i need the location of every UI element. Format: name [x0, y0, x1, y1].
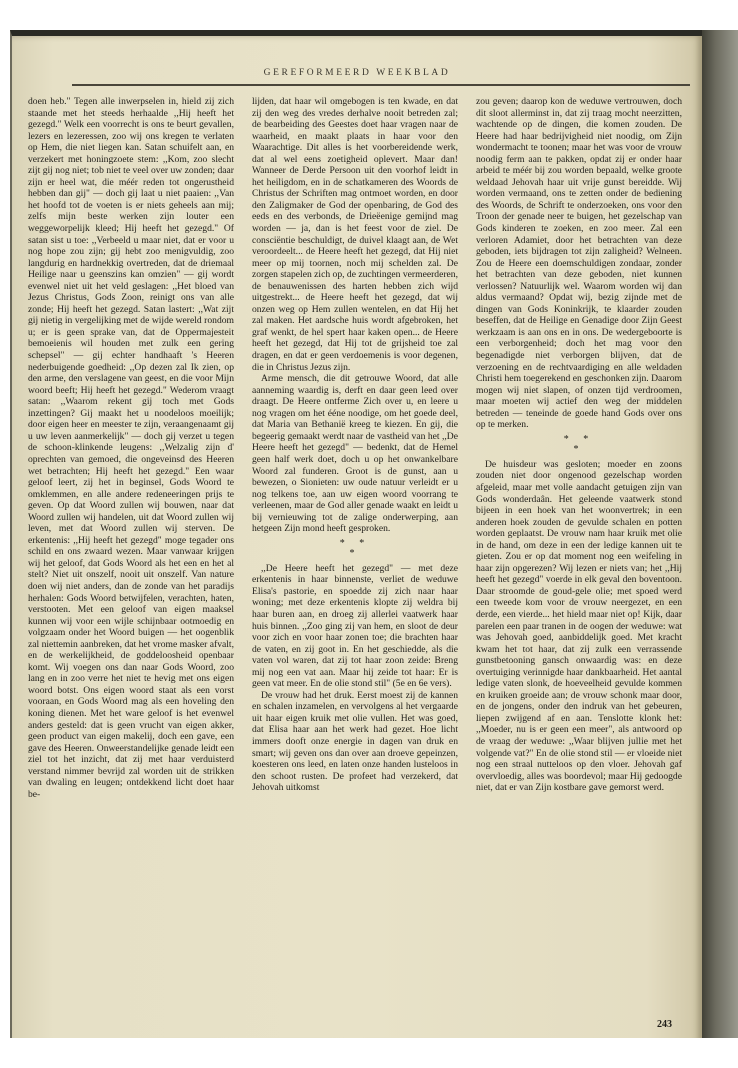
paragraph: lijden, dat haar wil omgebogen is ten kwade, en dat zij den weg des vredes derhalve nooit betreden zal; de bearbeiding des Geestes doet haar vragen naar de waarheid, en maakt plaats in haar voor den Waarachtige. Dit alles is het voorbereidende werk, dat al wel eens zoetigheid oplevert. Maar dan! Wanneer de Derde Persoon uit den voorhof leidt in het heiligdom, en in de schatkameren des Woords de Christus der Schriften mag ontmoet worden, en door den Zaligmaker de God der openbaring, de God des eeds en des verbonds, de Drieëenige gemijnd mag worden — ja, dan is het feest voor de ziel. De consciëntie beschuldigt, de duivel klaagt aan, de Wet veroordeelt... de Heere heeft het gezegd, dat Hij niet meer op mij toornen, noch mij schelden zal. De zorgen stapelen zich op, de zuchtingen vermeerderen, de benauwenissen des harten hebben zich wijd uitgestrekt... de Heere heeft het gezegd, dat wij onzen weg op Hem zullen wentelen, en dat Hij het zal maken. Het aardsche huis wordt afgebroken, het graf wenkt, de hel spert haar kaken open... de Heere heeft het gezegd, dat Hij tot de grijsheid toe zal dragen, en dat er geen verdoemenis is voor degenen, die in Christus Jezus zijn.	[252, 96, 458, 373]
newspaper-page	[10, 30, 702, 1044]
section-separator: * * *	[339, 537, 371, 559]
section-separator: * * *	[563, 433, 595, 455]
scan-bottom-margin	[0, 1038, 738, 1068]
paragraph: ,,De Heere heeft het gezegd" — met deze erkentenis in haar binnenste, verliet de weduwe Elisa's pastorie, en spoedde zij zich naar haar woning; met deze erkentenis klopte zij weldra bij haar buren aan, en droeg zij allerlei vaatwerk haar huis binnen. ,,Zoo ging zij van hem, en sloot de deur voor zich en voor haar zonen toe; die brachten haar de vaten, en zij goot in. En het geschiedde, als die vaten vol waren, dat zij tot haar zoon zeide: Breng mij nog een vat aan. Maar hij zeide tot haar: Er is geen vat meer. En de olie stond stil" (5e en 6e vers).	[252, 562, 458, 690]
column-1	[28, 96, 234, 996]
page-number: 243	[657, 1019, 672, 1030]
paragraph: De vrouw had het druk. Eerst moest zij de kannen en schalen inzamelen, en vervolgens al het vergaarde uit haar eigen kruik met olie vullen. Het was goed, dat Elisa haar aan het werk had gezet. Hoe licht immers dooft onze energie in dagen van druk en smart; wij geven ons dan over aan droeve gepeinzen, koesteren ons leed, en laten onze handen lusteloos in den schoot rusten. De profeet had verzekerd, dat Jehovah uitkomst	[252, 689, 458, 794]
paragraph: Arme mensch, die dit getrouwe Woord, dat alle aanneming waardig is, derft en daar geen leed over draagt. De Heere ontferme Zich over u, en leere u nog vragen om het ééne noodige, om het goede deel, dat Maria van Bethanië kreeg te kiezen. En gij, die begeerig gemaakt werdt naar de vastheid van het ,,De Heere heeft het gezegd" — bedenkt, dat de Hemel geen half werk doet, doch u op het onwankelbare Woord zal funderen. Groot is de gunst, aan u bewezen, o Sionieten: uw oude natuur verleidt er u nog telkens toe, aan uw eigen woord voorrang te verleenen, maar de God aller genade waakt en leidt u bij vernieuwing tot de zalige onderwerping, aan hetgeen Zijn mond heeft gesproken.	[252, 373, 458, 535]
column-2	[252, 96, 458, 996]
masthead: GEREFORMEERD WEEKBLAD	[263, 68, 451, 78]
paragraph: doen heb." Tegen alle inwerpselen in, hield zij zich staande met het steeds herhaalde ,,Hij heeft het gezegd." Welk een voorrecht is ons te beurt gevallen, lezers en lezeressen, zoo wij ons kregen te verlaten op Hem, die niet liegen kan. Satan schuifelt aan, en verzekert met honingzoete stem: ,,Kom, zoo slecht zijt gij nog niet; tob niet te veel over uw zonden; daar zijn er heel wat, die méér reden tot ongerustheid hebben dan gij" — doch gij laat u niet paaien: ,,Van het hoofd tot de voeten is er niets geheels aan mij; zelfs mijn beste werken zijn louter een weggeworpelijk kleed; Hij heeft het gezegd." Of satan sist u toe: ,,Verbeeld u maar niet, dat er voor u nog hope zou zijn; gij hebt zoo menigvuldig, zoo langdurig en hardnekkig overtreden, dat de driemaal Heilige naar u geenszins kan omzien" — gij wordt evenwel niet uit het veld geslagen: ,,Het bloed van Jezus Christus, Gods Zoon, reinigt ons van alle zonde; Hij heeft het gezegd. Satan lastert: ,,Wat zijt gij nietig in vergelijking met de wijde wereld rondom u; er is geen sprake van, dat de Oppermajesteit bemoeienis wil houden met zulk een gering schepsel" — gij echter handhaaft 's Heeren nederbuigende goedheid: ,,Op dezen zal Ik zien, op den arme, den verslagene van geest, en die voor Mijn woord beeft; Hij heeft het gezegd." Wederom vraagt satan: ,,Waarom rekent gij toch met Gods inzettingen? Gij maakt het u noodeloos moeilijk; door eigen heer en meester te zijn, veraangenaamt gij u uw leven aanmerkelijk" — doch gij verzet u tegen de schoon-klinkende leugens: ,,Welzalig zijn d' oprechten van gemoed, die ongeveinsd des Heeren wet betrachten; Hij heeft het gezegd." Een waar geloof leert, zij het in beginsel, Gods Woord te omklemmen, en alle andere redeneeringen prijs te geven. Op dat Woord zullen wij bouwen, naar dat Woord zullen wij handelen, uit dat Woord zullen wij leven, met dat Woord zullen wij sterven. De erkentenis: ,,Hij heeft het gezegd" moge tegader ons schild en ons zwaard wezen. Maar vanwaar krijgen wij het geloof, dat Gods Woord als het een en het al stelt? Niet uit onszelf, nooit uit onszelf. Van nature doen wij niet anders, dan de zonde van het paradijs herhalen: Gods Woord betwijfelen, verachten, haten, verstooten. Met een geloof van eigen maaksel kunnen wij voor een wijle schijnbaar ootmoedig en volgzaam onder het Woord buigen — het oogenblik zal niettemin aanbreken, dat het vrome masker afvalt, en de werkelijkheid, de goddeloosheid openbaar komt. Wij voegen ons dan naar Gods Woord, zoo lang en in zoo verre het niet te hevig met ons eigen woord botst. Ons eigen woord staat als een vorst vooraan, en Gods Woord mag als een hoveling den koning dienen. Met het ware geloof is het evenwel anders gesteld: dat is geen vrucht van eigen akker, geen product van eigen makelij, doch een gave, een gave des Heeren. Onweerstandelijke genade leidt een ziel tot het inzicht, dat zij met haar verduisterd verstand nimmer bevrijd zal worden uit de strikken van dwaling en leugen; ontdekkend licht doet haar be-	[28, 96, 234, 800]
scan-right-edge	[700, 30, 738, 1038]
column-3	[476, 96, 682, 996]
header-rule	[72, 84, 690, 86]
paragraph: zou geven; daarop kon de weduwe vertrouwen, doch dit sloot allerminst in, dat zij traag mocht neerzitten, wachtende op de dingen, die komen zouden. De Heere had haar bedrijvigheid niet noodig, om Zijn wondermacht te toonen; maar het was voor de vrouw noodig ferm aan te pakken, opdat zij er onder haar arbeid te méér bij zou worden bepaald, welke groote weldaad Jehovah haar uit vrije gunst bereidde. Wij worden vermaand, ons te zetten onder de bediening des Woords, de Schrift te onderzoeken, ons voor den Troon der genade neer te buigen, het gezelschap van Gods kinderen te zoeken, en zoo meer. Zal een verloren Adamiet, door het betrachten van deze geboden, iets bijdragen tot zijn zaligheid? Welneen. Zou de Heere een doemschuldigen zondaar, zonder het betrachten van deze geboden, niet kunnen verlossen? Natuurlijk wel. Waarom worden wij dan aldus vermaand? Opdat wij, bezig zijnde met de dingen van Gods Koninkrijk, te klaarder zouden beseffen, dat de Heilige en Genadige door Zijn Geest werkzaam is aan ons en in ons. De wedergeboorte is een verborgenheid; doch het mag voor den begenadigde niet verborgen blijven, dat de verzoening en de rechtvaardiging en alle weldaden Christi hem toegerekend en geschonken zijn. Daarom mogen wij niet slapen, of onzen tijd verdroomen, maar moeten wij actief den weg der middelen betreden — teneinde de goede hand Gods over ons op te merken.	[476, 96, 682, 431]
paragraph: De huisdeur was gesloten; moeder en zoons zouden niet door ongenood gezelschap worden afgeleid, maar met volle aandacht getuigen zijn van Gods wonderdaân. Het geleende vaatwerk stond bijeen in een hoek van het woonvertrek; in een anderen hoek zouden de gevulde schalen en potten worden geplaatst. De vrouw nam haar kruik met olie in de hand, om deze in een der ledige kannen uit te gieten. Zou er op dat moment nog een weifeling in haar zijn opgerezen? Wij lezen er niets van; het ,,Hij heeft het gezegd" voerde in elk geval den boventoon. Daar stroomde de goud-gele olie; met spoed werd een tweede kom voor de vrouw neergezet, en een derde, een vierde... het hield maar niet op! Kijk, daar parelen een paar tranen in de oogen der weduwe: wat was Jehovah goed, aanbiddelijk goed. Met kracht kwam het tot haar, dat zij zulk een verrassende gunstbetooning gansch onwaardig was: en deze overtuiging verinnigde haar dankbaarheid. Het aantal ledige vaten slonk, de hoeveelheid gevulde kommen en kruiken groeide aan; de vrouw schonk maar door, en de jongens, onder den indruk van het gebeuren, liepen zwijgend af en aan. Tenslotte klonk het: ,,Moeder, nu is er geen een meer", als antwoord op de vraag der weduwe: ,,Waar blijven jullie met het volgende vat?" En de olie stond stil — er vloeide niet nog een straal nutteloos op den vloer. Jehovah gaf overvloedig, alles was boordevol; maar Hij gedoogde niet, dat er van Zijn kostbare gave gemorst werd.	[476, 458, 682, 794]
